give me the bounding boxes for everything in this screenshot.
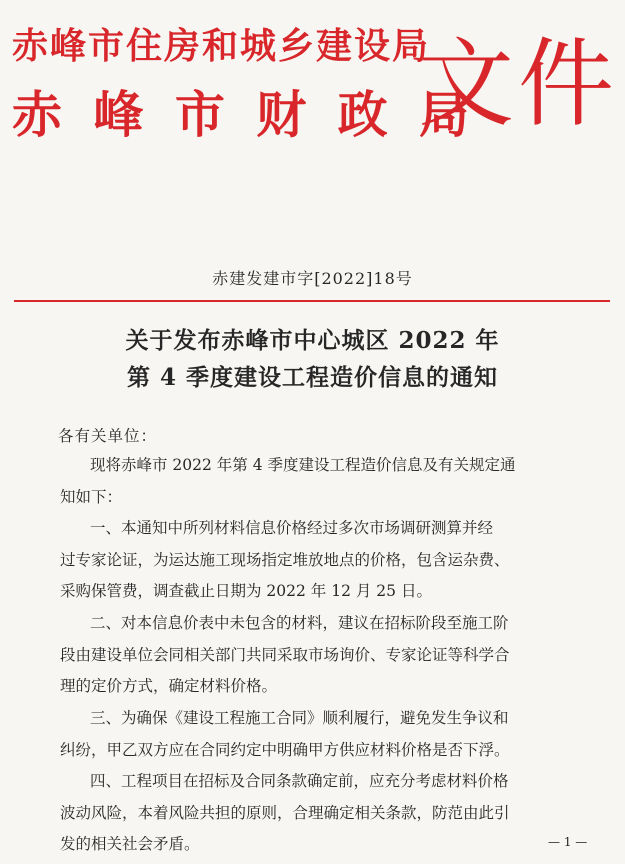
document-type-label: 文件: [418, 28, 618, 140]
issuer-line-finance-bureau: 赤 峰 市 财 政 局: [12, 86, 477, 144]
salutation: 各有关单位：: [58, 427, 158, 445]
paragraph-item-3: [60, 703, 608, 766]
paragraph-item-2: [60, 608, 608, 703]
paragraph-intro: [60, 450, 608, 513]
paragraph-line: 知如下：: [60, 487, 123, 506]
issuer-line-housing-bureau: 赤峰市住房和城乡建设局: [12, 26, 431, 67]
paragraph-line: 理的定价方式，确定材料价格。: [60, 677, 278, 695]
paragraph-line: 四、工程项目在招标及合同条款确定前，应充分考虑材料价格: [90, 772, 509, 790]
page-number: — 1 —: [548, 835, 588, 849]
paragraph-item-1: [60, 513, 608, 608]
notice-title-line2: 第 4 季度建设工程造价信息的通知: [126, 364, 499, 391]
paragraph-line: 纠纷，甲乙双方应在合同约定中明确甲方供应材料价格是否下浮。: [60, 740, 510, 759]
notice-title-line1: 关于发布赤峰市中心城区 2022 年: [125, 327, 500, 354]
paragraph-line: 现将赤峰市 2022 年第 4 季度建设工程造价信息及有关规定通: [90, 456, 516, 474]
paragraph-line: 三、为确保《建设工程施工合同》顺利履行，避免发生争议和: [90, 709, 509, 727]
paragraph-line: 过专家论证，为运达施工现场指定堆放地点的价格，包含运杂费、: [60, 550, 510, 569]
document-number: 赤建发建市字[2022]18号: [212, 269, 413, 288]
paragraph-line: 二、对本信息价表中未包含的材料，建议在招标阶段至施工阶: [90, 614, 509, 632]
paragraph-item-4: [60, 766, 608, 861]
paragraph-line: 段由建设单位会同相关部门共同采取市场询价、专家论证等科学合: [60, 645, 510, 664]
paragraph-line: 采购保管费，调查截止日期为 2022 年 12 月 25 日。: [60, 582, 432, 600]
paragraph-line: 波动风险，本着风险共担的原则，合理确定相关条款，防范由此引: [60, 803, 510, 822]
red-divider: [14, 300, 610, 302]
paragraph-line: 一、本通知中所列材料信息价格经过多次市场调研测算并经: [90, 519, 494, 537]
paragraph-line: 发的相关社会矛盾。: [60, 835, 200, 853]
